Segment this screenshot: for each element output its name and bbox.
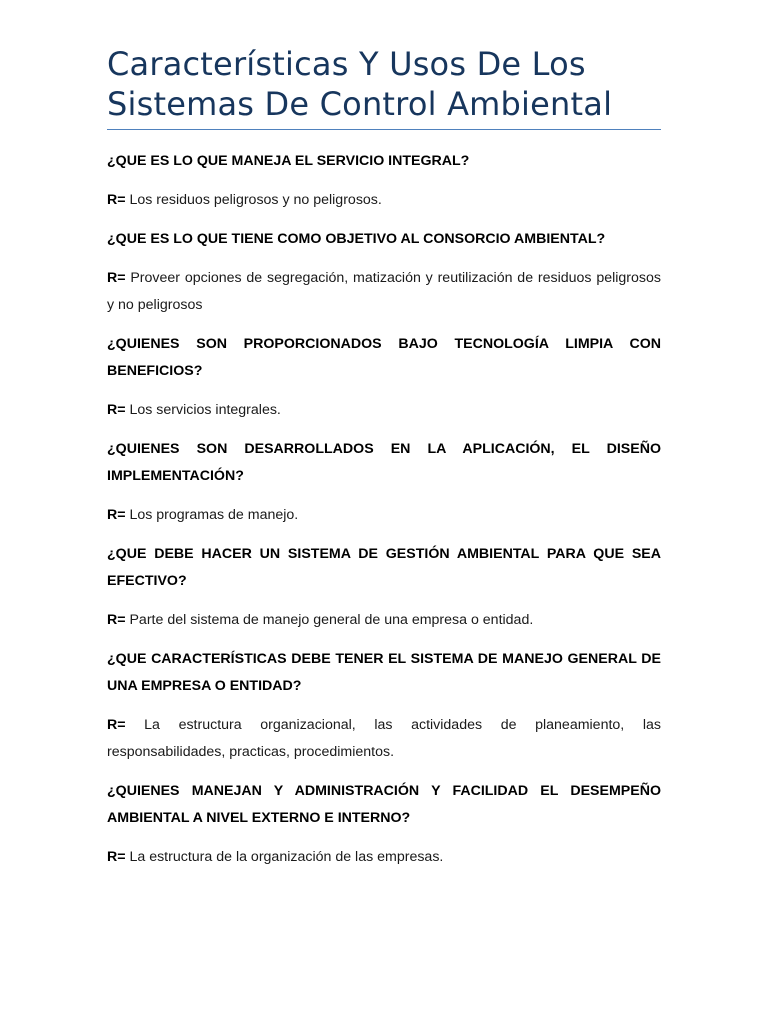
answer-text: Los programas de manejo. xyxy=(125,507,299,523)
answer-7 xyxy=(107,844,661,871)
answer-prefix: R= xyxy=(107,612,126,628)
question-6: ¿QUE CARACTERÍSTICAS DEBE TENER EL SISTEMA DE MANEJO GENERAL DE UNA EMPRESA O ENTIDAD? xyxy=(107,651,661,694)
question-4: ¿QUIENES SON DESARROLLADOS EN LA APLICACIÓN, EL DISEÑO IMPLEMENTACIÓN? xyxy=(107,441,661,484)
answer-3 xyxy=(107,397,661,424)
answer-text: Parte del sistema de manejo general de una empresa o entidad. xyxy=(125,612,534,628)
answer-prefix: R= xyxy=(107,270,126,286)
answer-text: Los servicios integrales. xyxy=(125,402,281,418)
title-underline xyxy=(107,129,661,130)
question-3: ¿QUIENES SON PROPORCIONADOS BAJO TECNOLOGÍA LIMPIA CON BENEFICIOS? xyxy=(107,336,661,379)
question-2: ¿QUE ES LO QUE TIENE COMO OBJETIVO AL CONSORCIO AMBIENTAL? xyxy=(107,231,606,247)
answer-2 xyxy=(107,265,661,319)
answer-text: Los residuos peligrosos y no peligrosos. xyxy=(125,192,382,208)
title-line-1: Características Y Usos De Los xyxy=(107,45,586,83)
answer-1 xyxy=(107,187,661,214)
question-7: ¿QUIENES MANEJAN Y ADMINISTRACIÓN Y FACILIDAD EL DESEMPEÑO AMBIENTAL A NIVEL EXTERNO E INTERNO? xyxy=(107,783,661,826)
question-1: ¿QUE ES LO QUE MANEJA EL SERVICIO INTEGRAL? xyxy=(107,153,470,169)
answer-6 xyxy=(107,712,661,766)
title-line-2: Sistemas De Control Ambiental xyxy=(107,85,613,123)
answer-prefix: R= xyxy=(107,192,126,208)
question-5: ¿QUE DEBE HACER UN SISTEMA DE GESTIÓN AMBIENTAL PARA QUE SEA EFECTIVO? xyxy=(107,546,661,589)
answer-text: La estructura de la organización de las empresas. xyxy=(125,849,444,865)
answer-prefix: R= xyxy=(107,849,126,865)
answer-4 xyxy=(107,502,661,529)
answer-prefix: R= xyxy=(107,717,126,733)
answer-text: La estructura organizacional, las actividades de planeamiento, las responsabilidades, practicas, procedimientos. xyxy=(107,717,661,760)
qa-list xyxy=(107,148,661,871)
answer-text: Proveer opciones de segregación, matización y reutilización de residuos peligrosos y no peligrosos xyxy=(107,270,661,313)
document-page xyxy=(107,44,661,883)
answer-prefix: R= xyxy=(107,402,126,418)
page-title xyxy=(107,44,661,124)
answer-prefix: R= xyxy=(107,507,126,523)
answer-5 xyxy=(107,607,661,634)
